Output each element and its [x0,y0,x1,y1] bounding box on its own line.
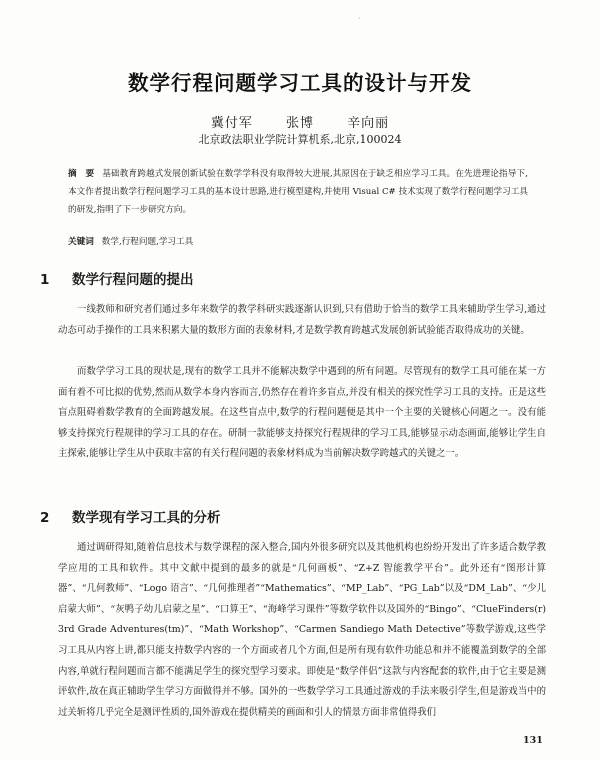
keywords-text: 数学,行程问题,学习工具 [101,237,194,247]
abstract-block [68,165,528,219]
section-title: 数学现有学习工具的分析 [72,510,221,526]
section-heading [40,506,221,526]
keywords-block [68,235,528,249]
page-number: 131 [523,735,543,746]
author-name: 辛向丽 [347,116,390,131]
abstract-text: 基础教育跨越式发展创新试验在数学学科没有取得较大进展,其原因在于缺乏相应学习工具。在先进理论指导下,本文作者提出数学行程问题学习工具的基本设计思路,进行模型建构,并使用 Visual C# 技术实现了数学行程问题学习工具的研发,指明了下一步研究方向。 [68,169,528,215]
body-paragraph: 而数学学习工具的现状是,现有的数学工具并不能解决数学中遇到的所有问题。尽管现有的数学工具可能在某一方面有着不可比拟的优势,然而从数学本身内容而言,仍然存在着许多盲点,并没有相关的探究性学习工具的支持。正是这些盲点阻碍着数学教育的全面跨越发展。在这些盲点中,数学的行程问题便是其中一个主要的关键核心问题之一。没有能够支持探究行程规律的学习工具的存在。研制一款能够支持探究行程规律的学习工具,能够显示动态画面,能够让学生自主探索,能够让学生从中获取丰富的有关行程问题的表象材料成为当前解决数学跨越式的关键之一。 [58,366,546,460]
author-name: 张博 [285,116,314,131]
keywords-label: 关键词 [68,237,94,247]
scan-mark: · [358,14,361,23]
section-number: 2 [40,510,50,526]
author-list [0,112,600,131]
body-paragraph: 一线教师和研究者们通过多年来数学的教学科研实践逐渐认识到,只有借助于恰当的数学工具来辅助学生学习,通过动态可动手操作的工具来积累大量的数形方面的表象材料,才是数学教育跨越式发展创新试验能否取得成功的关键。 [58,304,546,336]
abstract-label: 摘 要 [68,169,95,179]
section-heading [40,268,194,288]
section-number: 1 [40,272,50,288]
body-paragraph: 通过调研得知,随着信息技术与数学课程的深入整合,国内外很多研究以及其他机构也纷纷开发出了许多适合数学教学应用的工具和软件。其中文献中提到的最多的就是“几何画板”、“Z+Z 智能教学平台”。此外还有“图形计算器”、“几何教师”、“Logo 语言”、“几何推理者”“Mathematics”、“MP_Lab”、“PG_Lab”以及“DM_Lab”、“少儿启蒙大师”、“灰鸭子幼儿启蒙之星”、“口算王”、“海峰学习课件”等数学软件以及国外的“Bingo”、“ClueFinders(r) 3rd Grade Adventures(tm)”、“Math Workshop”、“Carmen Sandiego Math Detective”等数学游戏,这些学习工具从内容上讲,都只能支持数学内容的一个方面或者几个方面,但是所有现有软件功能总和并不能覆盖到数学的全部内容,单就行程问题而言都不能满足学生的探究型学习要求。即使是“数学伴侣”这款与内容配套的软件,由于它主要是测评软件,故在真正辅助学生学习方面做得并不够。国外的一些数学学习工具通过游戏的手法来吸引学生,但是游戏当中的过关斩将几乎完全是测评性质的,国外游戏在提供精美的画面和引人的情景方面非常值得我们 [58,542,546,718]
affiliation: 北京政法职业学院计算机系,北京,100024 [198,133,402,146]
author-name: 冀付军 [210,116,253,131]
section-title: 数学行程问题的提出 [72,272,194,288]
paper-title: 数学行程问题学习工具的设计与开发 [128,71,472,95]
